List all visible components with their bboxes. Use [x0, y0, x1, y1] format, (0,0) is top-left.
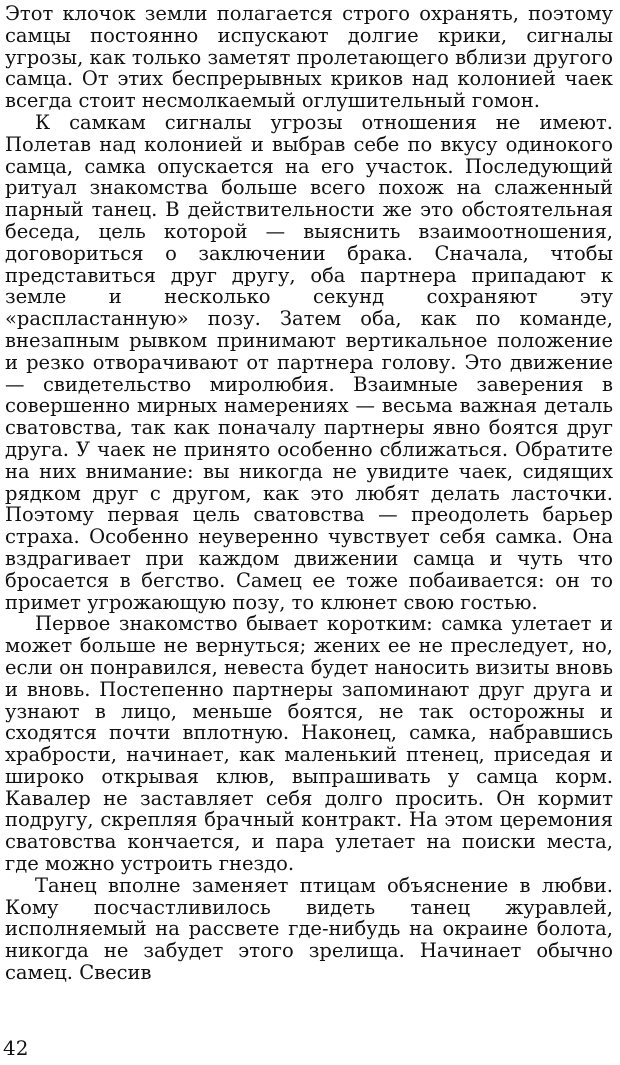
paragraph-3: Первое знакомство бывает коротким: самка улетает и может больше не вернуться; жених ее не преследует, но, если он понравился, невеста будет наносить визиты вновь и вновь. Постепенно партнеры запоминают друг друга и узнают в лицо, меньше боятся, не так осторожны и сходятся почти вплотную. Наконец, самка, набравшись храбрости, начинает, как маленький птенец, приседая и широко открывая клюв, выпрашивать у самца корм. Кавалер не заставляет себя долго просить. Он кормит подругу, скрепляя брачный контракт. На этом церемония сватовства кончается, и пара улетает на поиски места, где можно устроить гнездо.	[5, 612, 613, 876]
body-text	[5, 3, 613, 984]
paragraph-1: Этот клочок земли полагается строго охранять, поэтому самцы постоянно испускают долгие крики, сигналы угрозы, как только заметят пролетающего вблизи другого самца. От этих беспрерывных криков над колонией чаек всегда стоит несмолкаемый оглушительный гомон.	[5, 2, 613, 113]
page-number: 42	[3, 1036, 29, 1060]
paragraph-2: К самкам сигналы угрозы отношения не имеют. Полетав над колонией и выбрав себе по вкусу одинокого самца, самка опускается на его участок. Последующий ритуал знакомства больше всего похож на слаженный парный танец. В действительности же это обстоятельная беседа, цель которой — выяснить взаимоотношения, договориться о заключении брака. Сначала, чтобы представиться друг другу, оба партнера припадают к земле и несколько секунд сохраняют эту «распластанную» позу. Затем оба, как по команде, внезапным рывком принимают вертикальное положение и резко отворачивают от партнера голову. Это движение — свидетельство миролюбия. Взаимные заверения в совершенно мирных намерениях — весьма важная деталь сватовства, так как поначалу партнеры явно боятся друг друга. У чаек не принято особенно сближаться. Обратите на них внимание: вы никогда не увидите чаек, сидящих рядком друг с другом, как это любят делать ласточки. Поэтому первая цель сватовства — преодолеть барьер страха. Особенно неуверенно чувствует себя самка. Она вздрагивает при каждом движении самца и чуть что бросается в бегство. Самец ее тоже побаивается: он то примет угрожающую позу, то клюнет свою гостью.	[5, 110, 613, 614]
paragraph-4: Танец вполне заменяет птицам объяснение в любви. Кому посчастливилось видеть танец журавлей, исполняемый на рассвете где-нибудь на окраине болота, никогда не забудет этого зрелища. Начинает обычно самец. Свесив	[5, 873, 613, 985]
